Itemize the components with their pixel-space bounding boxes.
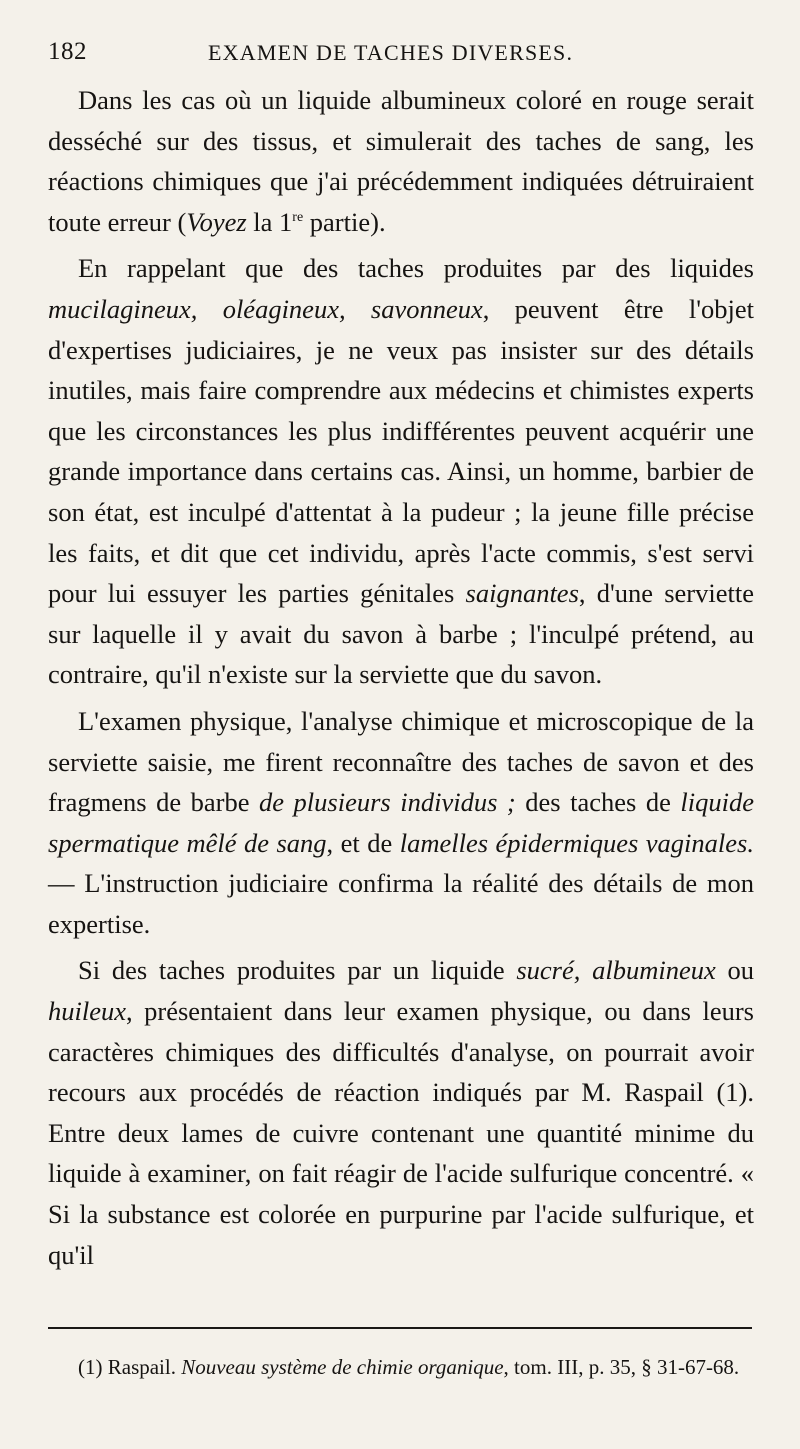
page-number: 182 — [48, 38, 87, 65]
page-header — [48, 38, 748, 78]
paragraph-3: L'examen physique, l'analyse chimique et microscopique de la serviette saisie, me firent reconnaître des taches de savon et des fragmens de barbe de plusieurs individus ; des taches de liquide spermatique mêlé de sang, et de lamelles épidermiques vaginales. — L'instruction judiciaire confirma la réalité des détails de mon expertise. — [48, 705, 754, 939]
footnotes — [48, 1350, 752, 1384]
paragraph-4: Si des taches produites par un liquide sucré, albumineux ou huileux, présentaient dans leur examen physique, ou dans leurs caractères chimiques des difficultés d'analyse, on pourrait avoir recours aux procédés de réaction indiqués par M. Raspail (1). Entre deux lames de cuivre contenant une quantité minime du liquide à examiner, on fait réagir de l'acide sulfurique concentré. « Si la substance est colorée en purpurine par l'acide sulfurique, et qu'il — [48, 955, 755, 1270]
body-text — [48, 80, 754, 1281]
paragraph-1: Dans les cas où un liquide albumineux coloré en rouge serait desséché sur des tissus, et simulerait des taches de sang, les réactions chimiques que j'ai précédemment indiquées détruiraient toute erreur (Voyez la 1re partie). — [48, 85, 754, 237]
running-head: EXAMEN DE TACHES DIVERSES. — [208, 40, 574, 65]
paragraph-2: En rappelant que des taches produites par des liquides mucilagineux, oléagineux, savonneux, peuvent être l'objet d'expertises judiciaires, je ne veux pas insister sur des détails inutiles, mais faire comprendre aux médecins et chimistes experts que les circonstances les plus indifférentes peuvent acquérir une grande importance dans certains cas. Ainsi, un homme, barbier de son état, est inculpé d'attentat à la pudeur ; la jeune fille précise les faits, et dit que cet individu, après l'acte commis, s'est servi pour lui essuyer les parties génitales saignantes, d'une serviette sur laquelle il y avait du savon à barbe ; l'inculpé prétend, au contraire, qu'il n'existe sur la serviette que du savon. — [48, 253, 754, 690]
footnote-1: (1) Raspail. Nouveau système de chimie organique, tom. III, p. 35, § 31-67-68. — [78, 1355, 740, 1379]
footnote-rule — [48, 1327, 752, 1329]
